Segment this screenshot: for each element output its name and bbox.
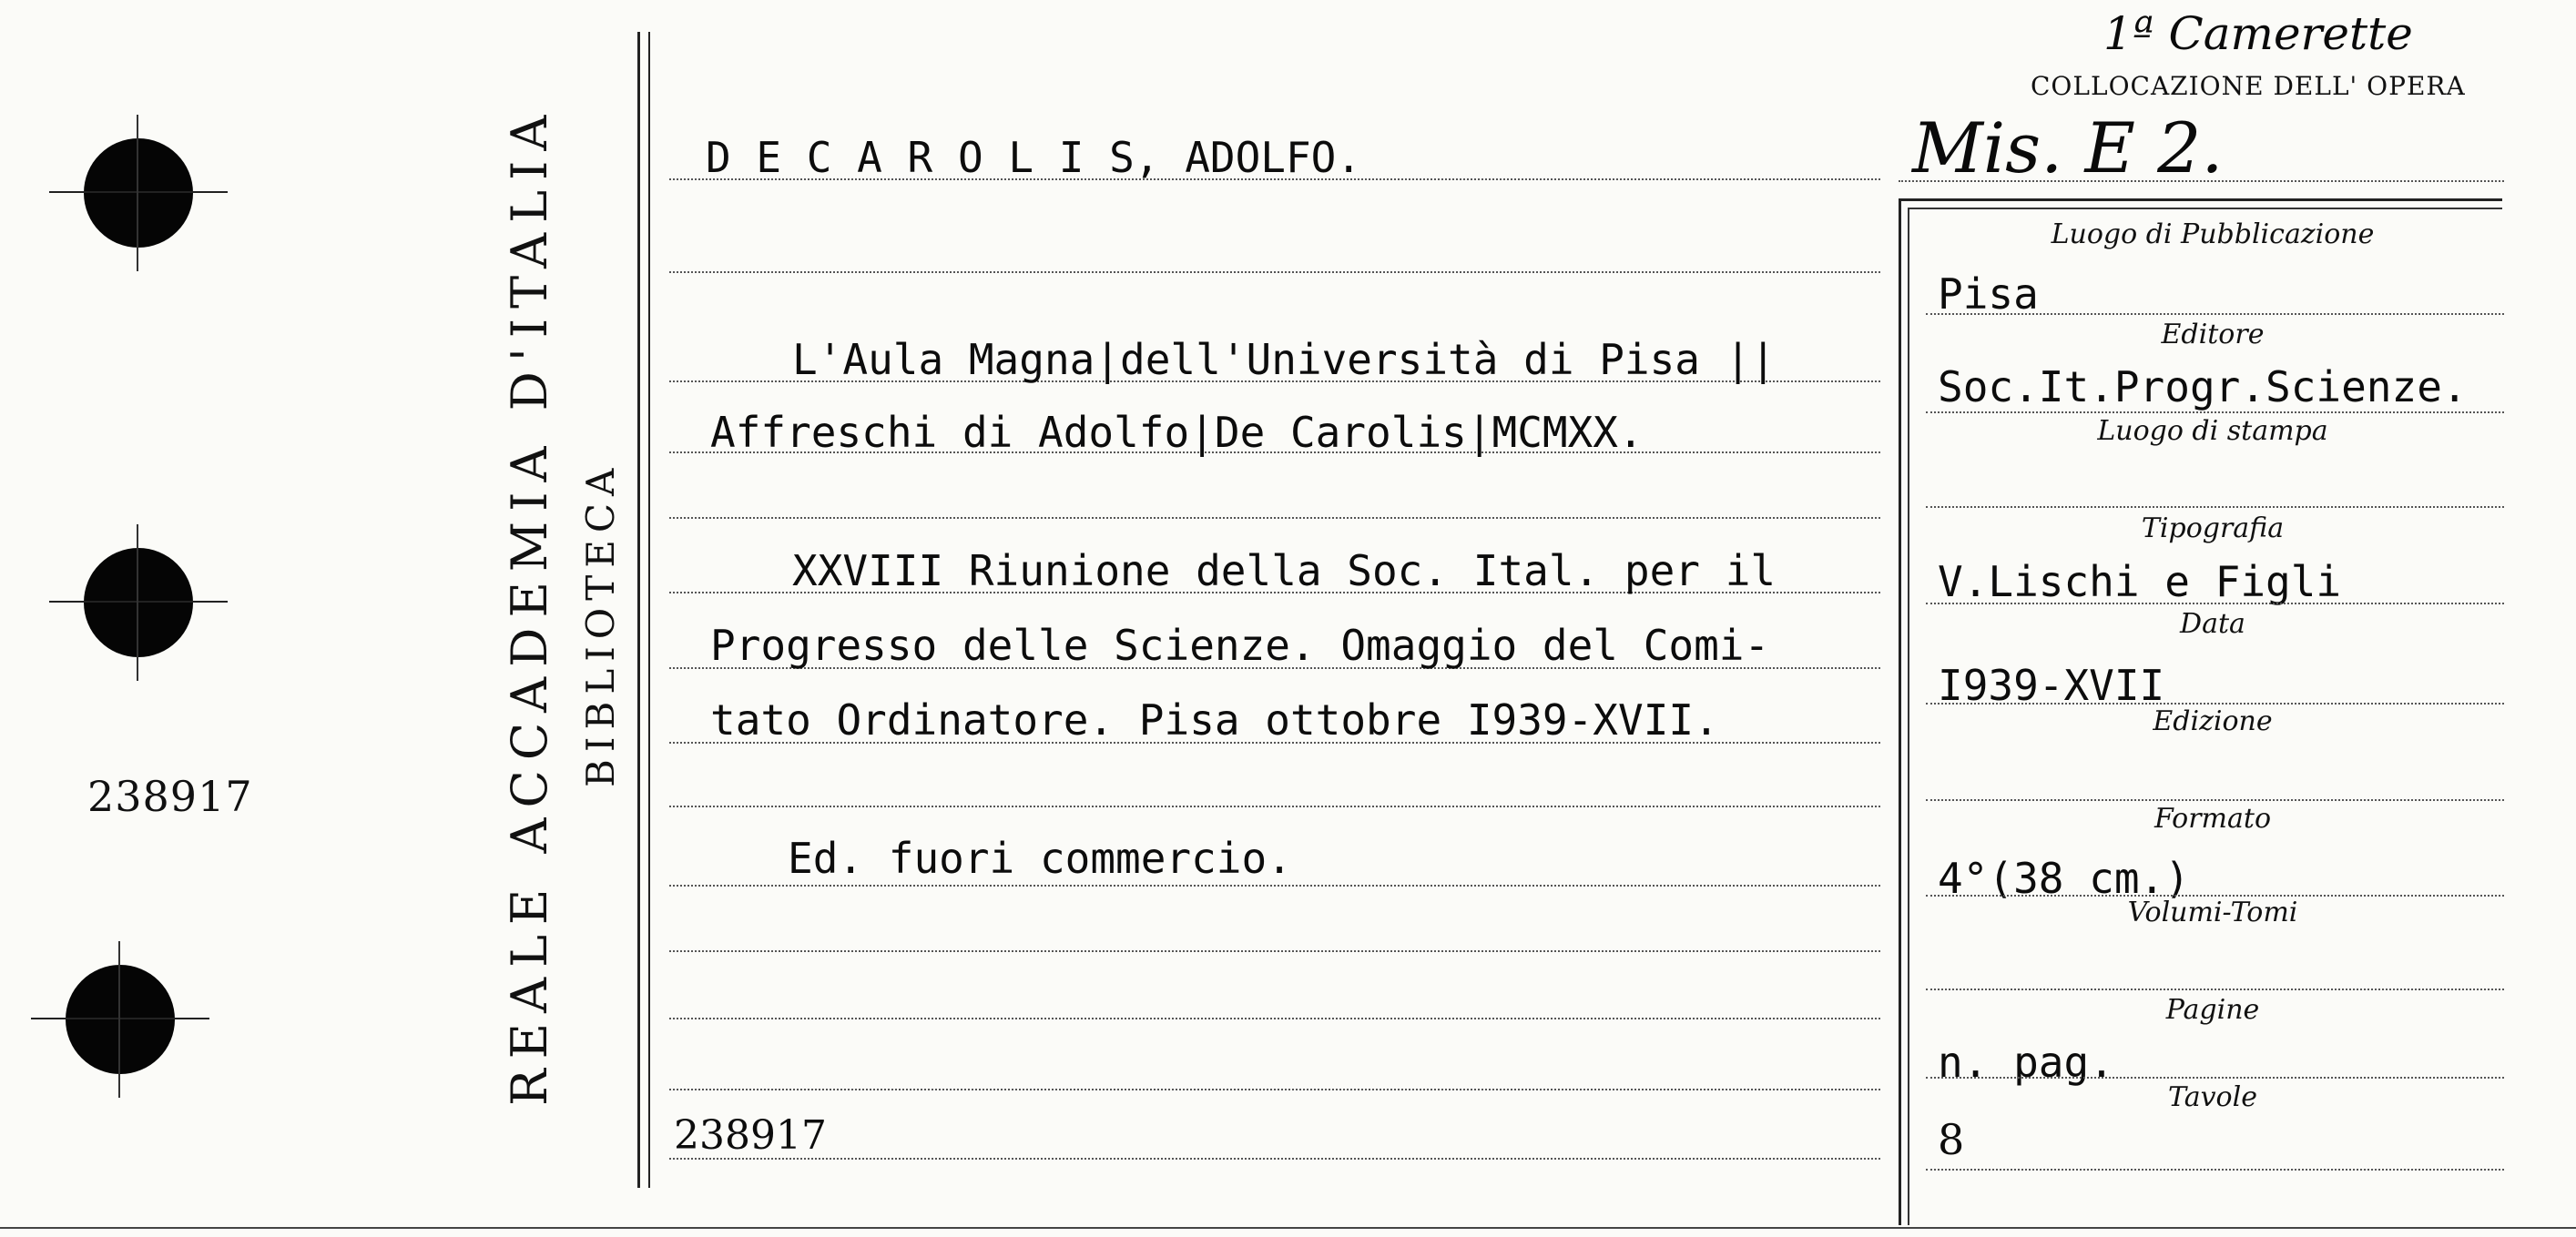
left-rule	[637, 32, 640, 1188]
label-volumi-tomi: Volumi-Tomi	[2127, 897, 2298, 928]
label-editore: Editore	[2161, 319, 2265, 350]
label-luogo-pubblicazione: Luogo di Pubblicazione	[2051, 218, 2375, 250]
left-rule-inner	[648, 32, 650, 1188]
note-line-2: Progresso delle Scienze. Omaggio del Comi-	[710, 621, 1770, 670]
collocazione-value: Mis. E 2.	[1912, 107, 2224, 188]
label-tipografia: Tipografia	[2141, 512, 2285, 544]
department-name: BIBLIOTECA	[578, 461, 623, 787]
value-pagine: n. pag.	[1938, 1038, 2114, 1087]
author-heading: D E C A R O L I S, ADOLFO.	[706, 133, 1362, 182]
institution-name: REALE ACCADEMIA D'ITALIA	[501, 105, 558, 1106]
value-luogo-pubblicazione: Pisa	[1938, 269, 2039, 319]
label-tavole: Tavole	[2168, 1081, 2257, 1113]
value-editore: Soc.It.Progr.Scienze.	[1938, 362, 2468, 411]
edition-note: Ed. fuori commercio.	[788, 834, 1292, 883]
value-data: I939-XVII	[1938, 661, 2165, 710]
label-edizione: Edizione	[2153, 705, 2273, 737]
punch-hole-bottom	[66, 965, 175, 1074]
card-bottom-edge	[0, 1227, 2576, 1229]
handwritten-note: 1ª Camerette	[2103, 7, 2413, 60]
title-line-2: Affreschi di Adolfo|De Carolis|MCMXX.	[710, 408, 1644, 457]
punch-hole-top	[84, 138, 193, 248]
punch-hole-middle	[84, 548, 193, 657]
label-pagine: Pagine	[2165, 994, 2260, 1026]
label-luogo-stampa: Luogo di stampa	[2097, 415, 2328, 447]
label-data: Data	[2180, 608, 2245, 640]
title-line-1: L'Aula Magna|dell'Università di Pisa ||	[792, 335, 1777, 384]
inventory-number-left: 238917	[87, 772, 253, 821]
value-tavole: 8	[1938, 1115, 1965, 1164]
note-line-1: XXVIII Riunione della Soc. Ital. per il	[792, 546, 1777, 595]
value-tipografia: V.Lischi e Figli	[1938, 557, 2342, 606]
collocazione-label: COLLOCAZIONE DELL' OPERA	[2031, 71, 2466, 101]
note-line-3: tato Ordinatore. Pisa ottobre I939-XVII.	[710, 695, 1719, 745]
value-formato: 4°(38 cm.)	[1938, 854, 2190, 903]
inventory-number-bottom: 238917	[674, 1112, 827, 1159]
label-formato: Formato	[2153, 803, 2272, 835]
